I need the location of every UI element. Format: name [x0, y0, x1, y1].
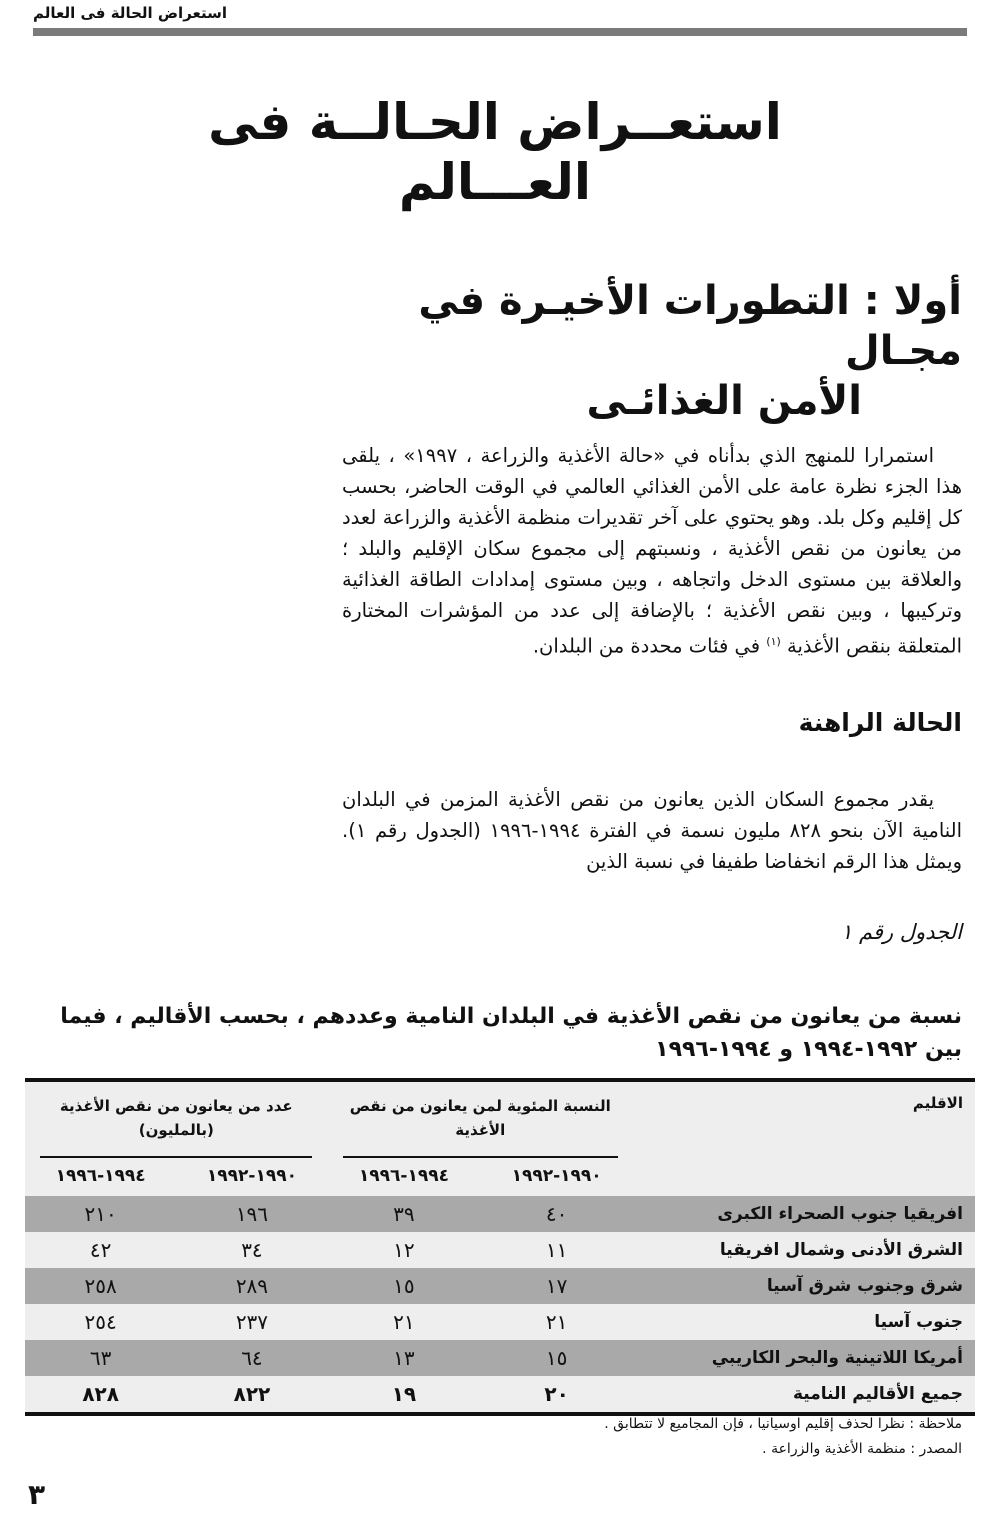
header-region: الاقليم [912, 1094, 963, 1112]
table-body [25, 1196, 975, 1412]
cell-cnt-period-1: ٦٤ [176, 1340, 327, 1376]
header-percent-label: النسبة المئوية لمن يعانون من نقص الأغذية [349, 1097, 611, 1139]
header-count-group [25, 1082, 328, 1158]
cell-pct-period-2: ١٢ [393, 1238, 415, 1262]
cell-pct-period-1: ٢١ [545, 1310, 568, 1334]
cell-pct-period-1: ١١ [545, 1238, 568, 1262]
header-cnt-period-2: ١٩٩٤-١٩٩٦ [55, 1166, 146, 1186]
running-header-text: استعراض الحالة فى العالم [33, 4, 228, 22]
cell-cnt-period-2: ٨٢٨ [82, 1382, 119, 1406]
header-count-label: عدد من يعانون من نقص الأغذية (بالمليون) [59, 1097, 293, 1139]
table-note: ملاحظة : نظرا لحذف إقليم اوسيانيا ، فإن المجاميع لا تتطابق . [604, 1416, 962, 1432]
header-percent-group [328, 1082, 633, 1158]
table-source: المصدر : منظمة الأغذية والزراعة . [762, 1441, 962, 1457]
footnote-marker[interactable]: (١) [766, 635, 781, 648]
cell-cnt-period-1: ٣٤ [241, 1238, 263, 1262]
page-number: ٣ [28, 1478, 46, 1511]
table-row [25, 1232, 975, 1268]
cell-cnt-period-1: ٢٨٩ [176, 1268, 327, 1304]
table-row [25, 1340, 975, 1376]
sub-heading-current-situation: الحالة الراهنة [798, 708, 962, 737]
cell-cnt-period-2: ٢١٠ [25, 1196, 176, 1232]
section-heading-line1: أولا : التطورات الأخيـرة في مجـال [418, 278, 962, 374]
header-rule [33, 28, 967, 36]
table-label: الجدول رقم ١ [841, 920, 962, 944]
cell-region: أمريكا اللاتينية والبحر الكاريبي [633, 1340, 975, 1376]
cell-pct-period-2: ٢١ [393, 1310, 415, 1334]
cell-cnt-period-1: ٢٣٧ [235, 1310, 269, 1334]
cell-pct-period-2: ٣٩ [328, 1196, 481, 1232]
header-pct-period-1: ١٩٩٠-١٩٩٢ [511, 1166, 602, 1186]
table-row [25, 1304, 975, 1340]
cell-cnt-period-2: ٢٥٤ [84, 1310, 117, 1334]
section-heading [322, 276, 962, 426]
current-situation-paragraph [342, 784, 962, 877]
table-caption: نسبة من يعانون من نقص الأغذية في البلدان النامية وعددهم ، بحسب الأقاليم ، فيما بين ١٩٩٢-١٩٩٤ و ١٩٩٤-١٩٩٦ [60, 1004, 962, 1062]
page-title: استعــراض الحـالــة فى العـــالم [208, 93, 782, 211]
table-row [25, 1196, 975, 1232]
cell-pct-period-1: ٢٠ [544, 1382, 569, 1406]
table-header-row [25, 1082, 975, 1158]
current-situation-text: يقدر مجموع السكان الذين يعانون من نقص الأغذية المزمن في البلدان النامية الآن بنحو ٨٢٨ مليون نسمة في الفترة ١٩٩٤-١٩٩٦ (الجدول رقم ١). ويمثل هذا الرقم انخفاضا طفيفا في نسبة الذين [342, 788, 962, 873]
header-cnt-period-1: ١٩٩٠-١٩٩٢ [206, 1166, 297, 1186]
cell-cnt-period-2: ٢٥٨ [25, 1268, 176, 1304]
header-pct-period-2: ١٩٩٤-١٩٩٦ [358, 1166, 449, 1186]
cell-pct-period-2: ١٣ [328, 1340, 481, 1376]
cell-pct-period-1: ١٥ [480, 1340, 633, 1376]
cell-cnt-period-2: ٤٢ [89, 1238, 112, 1262]
section-heading-line2: الأمن الغذائـى [586, 378, 862, 424]
intro-text: استمرارا للمنهج الذي بدأناه في «حالة الأغذية والزراعة ، ١٩٩٧» ، يلقى هذا الجزء نظرة عامة على الأمن الغذائي العالمي في الوقت الحاضر، بحسب كل إقليم وكل بلد. وهو يحتوي على آخر تقديرات منظمة الأغذية والزراعة لعدد من يعانون من نقص الأغذية ، ونسبتهم إلى مجموع سكان الإقليم والبلد ؛ والعلاقة بين مستوى الدخل واتجاهه ، وبين مستوى إمدادات الطاقة الغذائية وتركيبها ، وبين نقص الأغذية ؛ بالإضافة إلى عدد من المؤشرات المختارة المتعلقة بنقص الأغذية [342, 444, 962, 658]
table-row-total [25, 1376, 975, 1412]
cell-pct-period-2: ١٩ [391, 1382, 417, 1406]
cell-cnt-period-1: ٨٢٢ [233, 1382, 271, 1406]
cell-region: جنوب آسيا [874, 1312, 963, 1332]
cell-region: جميع الأقاليم النامية [793, 1384, 963, 1404]
cell-region: الشرق الأدنى وشمال افريقيا [719, 1240, 963, 1260]
table-row [25, 1268, 975, 1304]
cell-region: شرق وجنوب شرق آسيا [633, 1268, 975, 1304]
cell-cnt-period-1: ١٩٦ [176, 1196, 327, 1232]
cell-region: افريقيا جنوب الصحراء الكبرى [633, 1196, 975, 1232]
cell-pct-period-1: ١٧ [480, 1268, 633, 1304]
undernourishment-table [25, 1078, 975, 1416]
intro-paragraph [342, 440, 962, 662]
cell-pct-period-2: ١٥ [328, 1268, 481, 1304]
cell-cnt-period-2: ٦٣ [25, 1340, 176, 1376]
running-header [33, 2, 433, 26]
intro-text-end: في فئات محددة من البلدان. [532, 634, 767, 658]
table-notes [604, 1412, 962, 1462]
cell-pct-period-1: ٤٠ [480, 1196, 633, 1232]
